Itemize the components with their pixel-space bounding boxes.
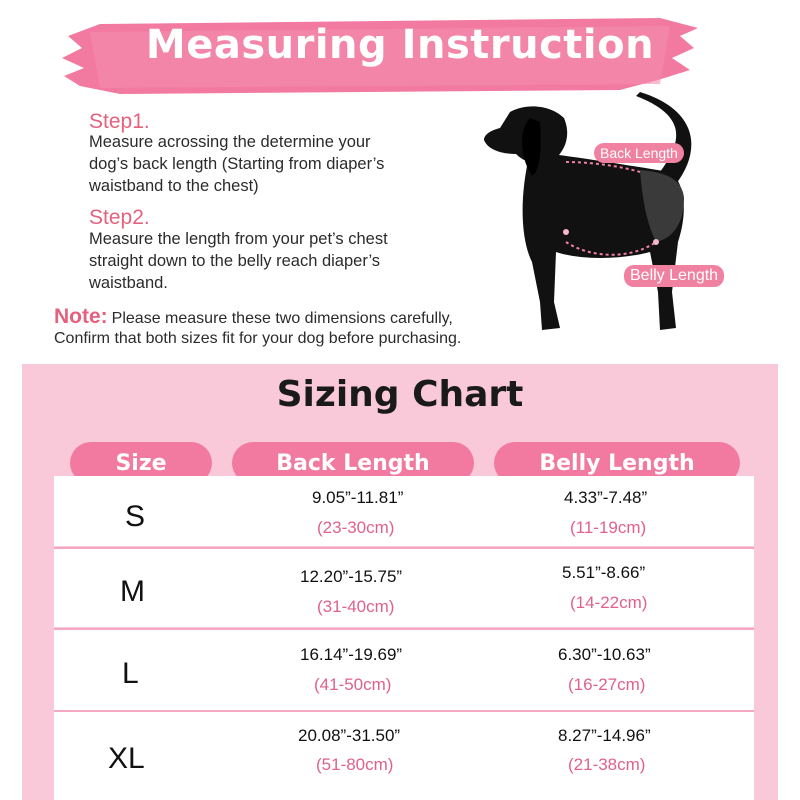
belly-inch-cell: 8.27”-14.96” (558, 726, 651, 745)
table-row (54, 476, 754, 546)
belly-cm-cell: (21-38cm) (568, 755, 646, 774)
note-label: Note: (54, 305, 108, 328)
belly-cm-cell: (11-19cm) (570, 518, 647, 537)
back-cm-cell: (51-80cm) (316, 755, 394, 774)
step1-line2: dog’s back length (Starting from diaper’s (89, 155, 385, 173)
note-line1 (54, 305, 453, 329)
table-row (54, 630, 754, 710)
back-inch-cell: 12.20”-15.75” (300, 567, 403, 586)
step1-line3: waistband to the chest) (89, 177, 259, 195)
size-header: Size (70, 442, 212, 484)
note-line2: Confirm that both sizes fit for your dog before purchasing. (54, 330, 462, 347)
step2-line2: straight down to the belly reach diaper’s (89, 252, 381, 270)
table-row (54, 549, 754, 627)
back-inch-cell: 20.08”-31.50” (298, 726, 401, 745)
belly-cm-cell: (16-27cm) (568, 675, 646, 694)
back-length-header: Back Length (232, 442, 474, 484)
belly-inch-cell: 6.30”-10.63” (558, 645, 651, 664)
note-text1: Please measure these two dimensions carefully, (111, 310, 453, 327)
size-cell: M (120, 575, 145, 608)
step2-text (89, 228, 479, 294)
size-cell: L (122, 657, 139, 690)
back-length-label: Back Length (594, 143, 684, 163)
belly-inch-cell: 4.33”-7.48” (564, 488, 648, 507)
sizing-chart-title: Sizing Chart (276, 374, 524, 415)
step1-label: Step1. (89, 110, 150, 133)
back-cm-cell: (41-50cm) (314, 675, 392, 694)
step2-label: Step2. (89, 206, 150, 229)
size-cell: XL (108, 742, 145, 775)
belly-length-header: Belly Length (494, 442, 740, 484)
belly-cm-cell: (14-22cm) (570, 593, 648, 612)
size-cell: S (125, 500, 146, 533)
belly-inch-cell: 5.51”-8.66” (562, 563, 646, 582)
step2-line3: waistband. (89, 274, 168, 292)
step2-line1: Measure the length from your pet’s chest (89, 230, 388, 248)
step1-text (89, 131, 479, 197)
step1-line1: Measure acrossing the determine your (89, 133, 371, 151)
page-title: Measuring Instruction (145, 22, 655, 68)
back-cm-cell: (23-30cm) (317, 518, 395, 537)
back-cm-cell: (31-40cm) (317, 597, 395, 616)
back-inch-cell: 9.05”-11.81” (312, 488, 404, 507)
belly-length-label: Belly Length (624, 265, 724, 287)
dog-silhouette-diagram (470, 92, 770, 342)
back-inch-cell: 16.14”-19.69” (300, 645, 403, 664)
